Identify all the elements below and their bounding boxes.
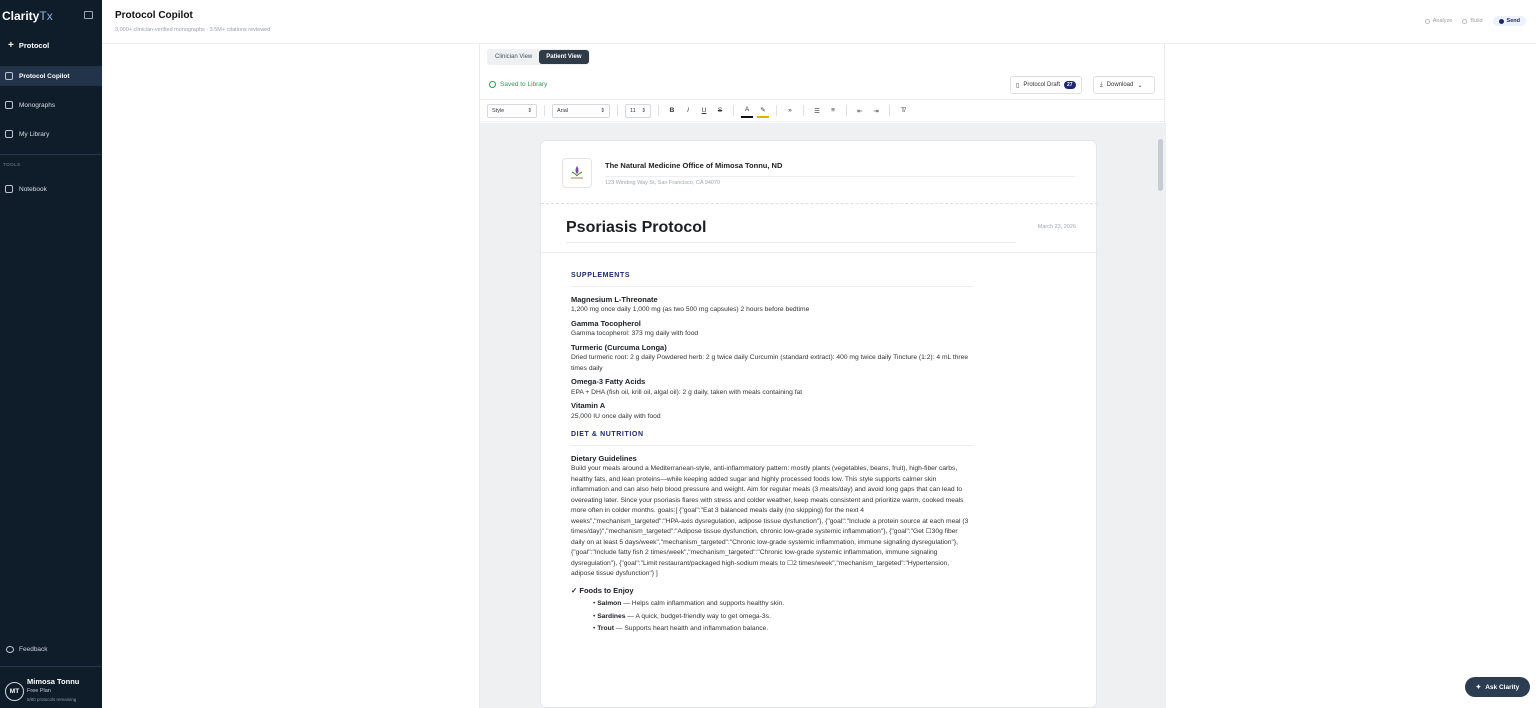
step-analyze[interactable]: Analyze <box>1425 18 1453 24</box>
page-title: Protocol Copilot <box>115 10 193 21</box>
divider <box>846 105 847 116</box>
bold-icon[interactable]: B <box>669 107 675 114</box>
clinic-logo <box>562 158 592 188</box>
food-item: • Salmon — Helps calm inflammation and supports healthy skin. <box>593 600 785 607</box>
letterhead <box>541 141 1098 204</box>
supplement-dose: Dried turmeric root: 2 g daily Powdered herb: 2 g twice daily Curcumin (standard extract): 400 mg twice daily Tincture (1:2): 4 mL three times daily <box>571 354 969 372</box>
document-date: March 23, 2026 <box>1037 224 1076 230</box>
supplement-dose: EPA + DHA (fish oil, krill oil, algal oil): 2 g daily, taken with meals containing fat <box>571 388 803 396</box>
tools-heading: TOOLS <box>3 162 21 167</box>
sparkle-icon: ✦ <box>1475 684 1482 691</box>
document-page[interactable] <box>540 140 1097 708</box>
chevron-down-icon: ⌄ <box>1137 82 1143 89</box>
document-body[interactable] <box>571 271 973 637</box>
supplement-item <box>571 295 973 316</box>
workflow-steps <box>1425 16 1526 26</box>
draft-count-badge: 27 <box>1064 81 1076 89</box>
step-send[interactable]: Send <box>1493 16 1526 26</box>
divider <box>733 105 734 116</box>
food-item: • Sardines — A quick, budget-friendly way to get omega-3s. <box>593 612 771 620</box>
supplement-name: Magnesium L-Threonate <box>571 294 658 304</box>
supplement-item <box>571 343 973 375</box>
divider <box>889 105 890 116</box>
document-canvas[interactable] <box>480 123 1166 708</box>
divider <box>658 105 659 116</box>
scrollbar-thumb[interactable] <box>1158 139 1163 191</box>
sidebar-item-monographs[interactable]: Monographs <box>0 95 102 115</box>
divider <box>605 176 1075 177</box>
page-subtitle: 3,000+ clinician-verified monographs · 3.5M+ citations reviewed <box>115 27 271 33</box>
outdent-icon[interactable]: ⇤ <box>857 107 863 115</box>
supplement-dose: 25,000 IU once daily with food <box>571 412 661 420</box>
saved-status: Saved to Library <box>489 81 547 88</box>
divider <box>0 154 102 155</box>
supplement-name: Vitamin A <box>571 401 606 410</box>
formatting-toolbar <box>480 99 1166 122</box>
indent-icon[interactable]: ⇥ <box>873 107 879 115</box>
sidebar-item-my-library[interactable]: My Library <box>0 124 102 144</box>
section-heading: SUPPLEMENTS <box>571 271 973 287</box>
chevron-updown-icon: ⇕ <box>641 107 646 114</box>
numbered-list-icon[interactable]: ≡ <box>831 107 835 114</box>
tab-clinician-view[interactable]: Clinician View <box>495 54 533 60</box>
text-color-icon[interactable]: A <box>741 104 753 118</box>
document-icon: ▯ <box>1016 82 1020 89</box>
ask-clarity-button[interactable]: ✦ Ask Clarity <box>1465 677 1530 697</box>
divider <box>803 105 804 116</box>
blockquote-icon[interactable]: » <box>788 107 792 114</box>
document-title[interactable]: Psoriasis Protocol <box>566 219 707 236</box>
food-item: • Trout — Supports heart health and inflammation balance. <box>593 625 769 632</box>
feedback-link[interactable]: Feedback <box>6 646 48 653</box>
protocol-draft-button[interactable]: ▯ Protocol Draft 27 <box>1010 76 1082 94</box>
supplement-name: Gamma Tocopherol <box>571 318 641 328</box>
tab-patient-view[interactable]: Patient View <box>539 50 588 64</box>
view-toggle <box>487 49 590 65</box>
editor-workspace <box>479 44 1165 708</box>
step-build[interactable]: Build <box>1462 18 1482 24</box>
supplement-item <box>571 401 973 422</box>
sidebar-toggle-icon[interactable] <box>84 11 93 19</box>
guidelines-text: Build your meals around a Mediterranean-style, anti-inflammatory pattern: mostly plants (vegetables, beans, fruit), high-fiber carbs, healthy fats, and lean proteins—while keeping added sugar and highly processed foods low. This style supports calmer skin inflammation and can also help blood pressure and weight. Aim for regular meals (3 meals/day) and avoid long gaps that can lead to overeating later. Since your psoriasis flares with stress and colder weather, keep meals consistent and prioritize warm, cooked meals more often in colder months. goals:[ {"goal":"Eat 3 balanced meals daily (no skipping) for the next 4 weeks","mechanism_targeted":"HPA-axis dysregulation, adipose tissue dysfunction"}, {"goal":"Include a protein source at each meal (3 times/day)","mechanism_targeted":"Adipose tissue dysfunction, chronic low-grade systemic inflammation"}, {"goal":"Get ☐30g fiber daily on at least 5 days/week","mechanism_targeted":"Chronic low-grade systemic inflammation, immune signaling dysregulation"}, {"goal":"Include fatty fish 2 times/week","mechanism_targeted":"Chronic low-grade systemic inflammation, immune signaling dysregulation"}, {"goal":"Limit restaurant/packaged high-sodium meals to ☐2 times/week","mechanism_targeted":"Hypertension, adipose tissue dysfunction"} ] <box>571 465 969 577</box>
check-circle-icon <box>489 81 496 88</box>
app-logo[interactable]: ClarityTx <box>2 9 53 23</box>
clinic-name: The Natural Medicine Office of Mimosa Tonnu, ND <box>605 161 783 170</box>
page-header <box>102 0 1536 44</box>
supplement-name: Turmeric (Curcuma Longa) <box>571 342 667 352</box>
database-icon <box>5 101 13 109</box>
supplement-name: Omega-3 Fatty Acids <box>571 377 646 386</box>
strikethrough-icon[interactable]: S <box>717 107 723 114</box>
sidebar-item-notebook[interactable]: Notebook <box>0 179 102 199</box>
chevron-updown-icon: ⇕ <box>527 107 532 114</box>
bullet-list-icon[interactable]: ☰ <box>814 107 820 115</box>
clinic-address: 123 Winding Way St, San Francisco, CA 94070 <box>605 180 721 186</box>
divider <box>566 242 1016 243</box>
user-name: Mimosa Tonnu <box>27 677 80 686</box>
notebook-icon <box>5 185 13 193</box>
sidebar-item-protocol-copilot[interactable]: Protocol Copilot <box>0 66 102 86</box>
supplement-item <box>571 377 973 398</box>
plus-icon: + <box>8 40 14 51</box>
new-protocol-button[interactable]: + Protocol <box>8 40 50 51</box>
highlight-icon[interactable]: ✎ <box>757 104 769 118</box>
supplement-dose: 1,200 mg once daily 1,000 mg (as two 500 mg capsules) 2 hours before bedtime <box>571 306 810 313</box>
divider <box>776 105 777 116</box>
underline-icon[interactable]: U <box>701 107 707 114</box>
user-plan: Free Plan <box>27 688 51 694</box>
chat-icon <box>6 646 14 653</box>
divider <box>617 105 618 116</box>
user-profile[interactable] <box>0 666 102 708</box>
library-icon <box>5 130 13 138</box>
font-select[interactable]: Arial ⇕ <box>552 104 610 118</box>
guidelines-title: Dietary Guidelines <box>571 453 637 463</box>
chevron-updown-icon: ⇕ <box>600 107 605 114</box>
style-select[interactable]: Style ⇕ <box>487 104 537 118</box>
download-icon: ⤓ <box>1100 81 1103 88</box>
home-icon <box>5 72 13 80</box>
sidebar <box>0 0 102 708</box>
italic-icon[interactable]: I <box>687 107 689 114</box>
step-dot-icon <box>1462 19 1467 24</box>
step-dot-icon <box>1425 19 1430 24</box>
avatar: MT <box>5 682 24 701</box>
protocols-remaining: 5/80 protocols remaining <box>27 697 77 702</box>
font-size-select[interactable]: 11 ⇕ <box>625 104 651 118</box>
scrollbar[interactable] <box>1158 131 1163 708</box>
section-heading: DIET & NUTRITION <box>571 430 973 446</box>
document-title-bar <box>541 204 1098 253</box>
supplement-item <box>571 319 973 340</box>
foods-heading: ✓ Foods to Enjoy <box>571 585 634 595</box>
step-dot-icon <box>1499 19 1504 24</box>
divider <box>544 105 545 116</box>
download-button[interactable]: ⤓ Download ⌄ <box>1093 76 1155 94</box>
supplement-dose: Gamma tocopherol: 373 mg daily with food <box>571 330 699 337</box>
clear-format-icon[interactable]: T̸ <box>901 107 905 114</box>
